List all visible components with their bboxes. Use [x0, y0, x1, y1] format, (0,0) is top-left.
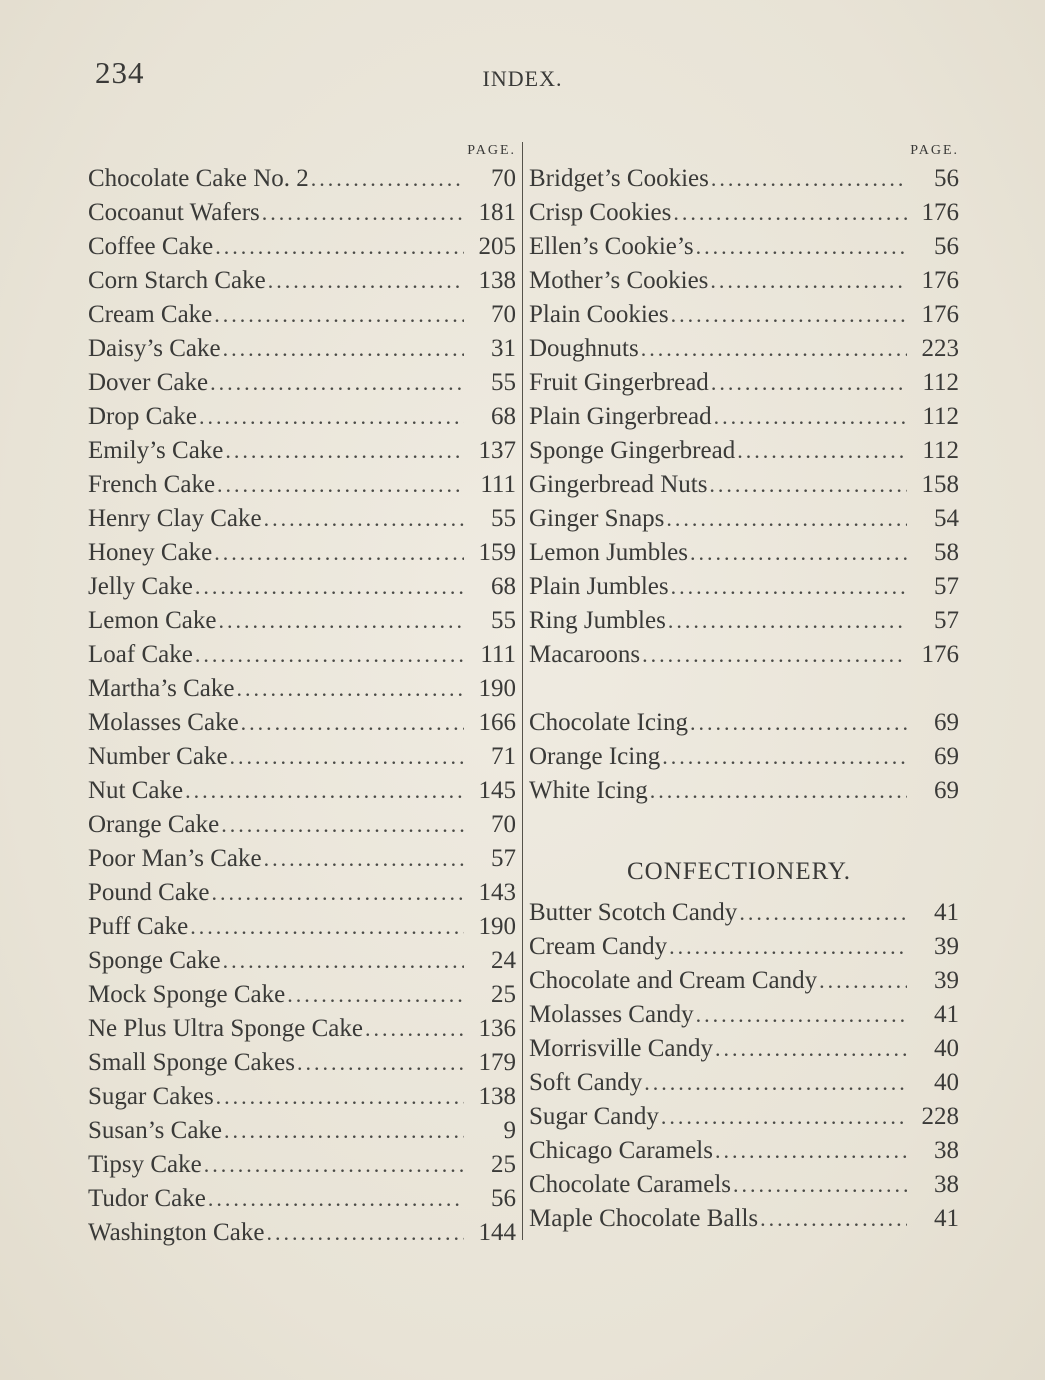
entry-page-number: 158	[921, 471, 959, 498]
leader-dots	[739, 896, 907, 930]
page-number: 234	[95, 55, 145, 90]
entry-page-number: 55	[491, 607, 516, 634]
entry-page-number: 39	[934, 967, 959, 994]
leader-dots	[642, 638, 907, 672]
entry-page-number: 24	[491, 947, 516, 974]
leader-dots	[819, 964, 907, 998]
entry-name: Corn Starch Cake	[88, 267, 266, 294]
leader-dots	[215, 230, 464, 264]
entry-name: Dover Cake	[88, 369, 209, 396]
entry-name: Loaf Cake	[88, 641, 193, 668]
entry-name: Chocolate Cake No. 2	[88, 165, 309, 192]
entry-page-number: 144	[478, 1219, 516, 1246]
leader-dots	[208, 1182, 464, 1216]
entry-page-number: 159	[478, 539, 516, 566]
leader-dots	[185, 774, 464, 808]
entry-page-number: 56	[491, 1185, 516, 1212]
entry-page-number: 112	[922, 369, 959, 396]
entry-page-number: 31	[491, 335, 516, 362]
leader-dots	[225, 434, 464, 468]
index-entry	[529, 1202, 959, 1236]
leader-dots	[690, 706, 907, 740]
index-entry	[88, 570, 516, 604]
leader-dots	[662, 740, 907, 774]
entry-name: Molasses Candy	[529, 1001, 694, 1028]
entry-name: Tudor Cake	[88, 1185, 206, 1212]
entry-page-number: 71	[491, 743, 516, 770]
entry-page-number: 143	[478, 879, 516, 906]
entry-name: Chocolate and Cream Candy	[529, 967, 818, 994]
entry-name: Doughnuts	[529, 335, 639, 362]
leader-dots	[696, 998, 907, 1032]
entry-name: Plain Jumbles	[529, 573, 669, 600]
index-entry	[88, 944, 516, 978]
entry-name: Mock Sponge Cake	[88, 981, 286, 1008]
leader-dots	[715, 1134, 907, 1168]
entry-name: Henry Clay Cake	[88, 505, 262, 532]
leader-dots	[268, 264, 464, 298]
entry-page-number: 57	[934, 573, 959, 600]
leader-dots	[217, 468, 464, 502]
entry-name: Bridget’s Cookies	[529, 165, 709, 192]
entry-page-number: 40	[934, 1069, 959, 1096]
index-entry	[529, 162, 959, 196]
entry-page-number: 136	[478, 1015, 516, 1042]
entry-name: Plain Gingerbread	[529, 403, 712, 430]
entry-page-number: 138	[478, 1083, 516, 1110]
entry-name: Cream Candy	[529, 933, 668, 960]
entry-name: Sponge Gingerbread	[529, 437, 736, 464]
confectionery-entry-list	[529, 896, 959, 1236]
entry-name: Lemon Jumbles	[529, 539, 689, 566]
left-entry-list	[88, 162, 516, 1250]
index-entry	[529, 400, 959, 434]
entry-name: Ellen’s Cookie’s	[529, 233, 694, 260]
entry-name: Number Cake	[88, 743, 228, 770]
leader-dots	[223, 332, 464, 366]
entry-name: Puff Cake	[88, 913, 189, 940]
entry-name: Lemon Cake	[88, 607, 217, 634]
leader-dots	[190, 910, 464, 944]
entry-page-number: 69	[934, 743, 959, 770]
index-entry	[88, 400, 516, 434]
confectionery-heading: CONFECTIONERY.	[627, 858, 851, 885]
entry-page-number: 145	[478, 777, 516, 804]
entry-name: Pound Cake	[88, 879, 210, 906]
index-entry	[88, 1148, 516, 1182]
entry-page-number: 111	[480, 641, 516, 668]
right-column	[529, 140, 959, 1236]
entry-name: Martha’s Cake	[88, 675, 235, 702]
leader-dots	[668, 604, 907, 638]
entry-page-number: 57	[491, 845, 516, 872]
entry-name: White Icing	[529, 777, 648, 804]
entry-name: Ring Jumbles	[529, 607, 666, 634]
entry-name: Ginger Snaps	[529, 505, 665, 532]
entry-page-number: 55	[491, 505, 516, 532]
entry-page-number: 166	[478, 709, 516, 736]
entry-name: Chocolate Caramels	[529, 1171, 732, 1198]
entry-page-number: 38	[934, 1137, 959, 1164]
leader-dots	[641, 332, 907, 366]
leader-dots	[287, 978, 464, 1012]
entry-name: Maple Chocolate Balls	[529, 1205, 759, 1232]
leader-dots	[223, 944, 464, 978]
entry-page-number: 190	[478, 913, 516, 940]
entry-page-number: 137	[478, 437, 516, 464]
entry-name: Washington Cake	[88, 1219, 265, 1246]
index-entry	[529, 502, 959, 536]
leader-dots	[262, 196, 464, 230]
index-entry	[88, 842, 516, 876]
entry-page-number: 38	[934, 1171, 959, 1198]
index-entry	[88, 366, 516, 400]
entry-page-number: 69	[934, 777, 959, 804]
index-entry	[88, 264, 516, 298]
entry-page-number: 70	[491, 811, 516, 838]
page-column-label: PAGE.	[467, 143, 516, 158]
entry-page-number: 228	[921, 1103, 959, 1130]
entry-page-number: 205	[478, 233, 516, 260]
entry-page-number: 39	[934, 933, 959, 960]
column-divider	[522, 142, 523, 1240]
index-entry	[529, 638, 959, 672]
entry-name: Cocoanut Wafers	[88, 199, 260, 226]
entry-page-number: 190	[478, 675, 516, 702]
index-entry	[529, 1032, 959, 1066]
leader-dots	[199, 400, 464, 434]
index-entry	[529, 740, 959, 774]
entry-page-number: 41	[934, 1001, 959, 1028]
leader-dots	[669, 930, 907, 964]
index-entry	[529, 706, 959, 740]
index-entry	[88, 910, 516, 944]
leader-dots	[230, 740, 464, 774]
entry-name: Orange Cake	[88, 811, 220, 838]
index-entry	[88, 1046, 516, 1080]
index-entry	[529, 930, 959, 964]
index-entry	[88, 536, 516, 570]
entry-name: Gingerbread Nuts	[529, 471, 708, 498]
entry-name: Chicago Caramels	[529, 1137, 713, 1164]
entry-name: Macaroons	[529, 641, 641, 668]
index-entry	[88, 332, 516, 366]
entry-name: Chocolate Icing	[529, 709, 688, 736]
entry-name: Ne Plus Ultra Sponge Cake	[88, 1015, 363, 1042]
index-entry	[88, 1012, 516, 1046]
entry-page-number: 138	[478, 267, 516, 294]
entry-page-number: 176	[921, 267, 959, 294]
entry-name: Crisp Cookies	[529, 199, 672, 226]
index-entry	[529, 196, 959, 230]
cookies-entry-list	[529, 162, 959, 672]
entry-name: Sugar Cakes	[88, 1083, 214, 1110]
leader-dots	[218, 604, 464, 638]
index-entry	[88, 740, 516, 774]
entry-name: Fruit Gingerbread	[529, 369, 709, 396]
leader-dots	[696, 230, 907, 264]
entry-name: Daisy’s Cake	[88, 335, 221, 362]
index-entry	[529, 434, 959, 468]
page-column-label: PAGE.	[910, 143, 959, 158]
entry-page-number: 9	[503, 1117, 516, 1144]
entry-name: Soft Candy	[529, 1069, 643, 1096]
entry-name: Tipsy Cake	[88, 1151, 202, 1178]
leader-dots	[711, 162, 907, 196]
entry-name: Butter Scotch Candy	[529, 899, 738, 926]
entry-page-number: 25	[491, 981, 516, 1008]
leader-dots	[236, 672, 464, 706]
index-entry	[88, 1114, 516, 1148]
entry-page-number: 176	[921, 641, 959, 668]
entry-page-number: 68	[491, 573, 516, 600]
index-entry	[88, 706, 516, 740]
index-entry	[88, 876, 516, 910]
leader-dots	[214, 536, 464, 570]
index-entry	[529, 774, 959, 808]
entry-page-number: 111	[480, 471, 516, 498]
leader-dots	[760, 1202, 907, 1236]
leader-dots	[311, 162, 464, 196]
leader-dots	[264, 502, 464, 536]
leader-dots	[671, 298, 907, 332]
entry-page-number: 176	[921, 199, 959, 226]
index-entry	[529, 264, 959, 298]
entry-name: Nut Cake	[88, 777, 184, 804]
leader-dots	[666, 502, 907, 536]
entry-page-number: 41	[934, 899, 959, 926]
entry-page-number: 25	[491, 1151, 516, 1178]
index-entry	[88, 162, 516, 196]
entry-page-number: 176	[921, 301, 959, 328]
leader-dots	[690, 536, 907, 570]
entry-name: Morrisville Candy	[529, 1035, 714, 1062]
leader-dots	[224, 1114, 464, 1148]
index-entry	[529, 298, 959, 332]
index-entry	[529, 332, 959, 366]
index-entry	[88, 1216, 516, 1250]
index-entry	[88, 978, 516, 1012]
entry-page-number: 56	[934, 233, 959, 260]
leader-dots	[711, 366, 907, 400]
index-entry	[529, 570, 959, 604]
leader-dots	[714, 400, 907, 434]
entry-page-number: 41	[934, 1205, 959, 1232]
index-entry	[529, 366, 959, 400]
leader-dots	[709, 468, 907, 502]
entry-name: Drop Cake	[88, 403, 197, 430]
entry-name: Jelly Cake	[88, 573, 193, 600]
entry-page-number: 179	[478, 1049, 516, 1076]
section-gap	[529, 672, 959, 706]
entry-name: French Cake	[88, 471, 216, 498]
index-entry	[88, 196, 516, 230]
entry-page-number: 112	[922, 437, 959, 464]
leader-dots	[715, 1032, 907, 1066]
index-entry	[88, 808, 516, 842]
entry-name: Susan’s Cake	[88, 1117, 223, 1144]
index-entry	[88, 604, 516, 638]
index-entry	[88, 230, 516, 264]
leader-dots	[661, 1100, 907, 1134]
entry-page-number: 55	[491, 369, 516, 396]
entry-name: Sponge Cake	[88, 947, 221, 974]
entry-name: Cream Cake	[88, 301, 213, 328]
leader-dots	[195, 638, 464, 672]
leader-dots	[650, 774, 907, 808]
entry-page-number: 70	[491, 301, 516, 328]
leader-dots	[737, 434, 907, 468]
index-entry	[88, 672, 516, 706]
index-entry	[529, 468, 959, 502]
entry-page-number: 54	[934, 505, 959, 532]
index-entry	[529, 896, 959, 930]
leader-dots	[671, 570, 907, 604]
index-entry	[529, 1066, 959, 1100]
leader-dots	[241, 706, 464, 740]
leader-dots	[204, 1148, 464, 1182]
index-entry	[88, 774, 516, 808]
leader-dots	[264, 842, 464, 876]
entry-name: Honey Cake	[88, 539, 213, 566]
index-entry	[529, 1100, 959, 1134]
entry-name: Orange Icing	[529, 743, 661, 770]
left-column	[88, 140, 516, 1250]
entry-name: Molasses Cake	[88, 709, 239, 736]
index-entry	[88, 502, 516, 536]
entry-name: Plain Cookies	[529, 301, 669, 328]
leader-dots	[644, 1066, 907, 1100]
index-entry	[88, 434, 516, 468]
entry-name: Sugar Candy	[529, 1103, 659, 1130]
index-entry	[88, 638, 516, 672]
index-entry	[529, 230, 959, 264]
leader-dots	[297, 1046, 464, 1080]
leader-dots	[216, 1080, 464, 1114]
index-entry	[529, 1168, 959, 1202]
index-entry	[88, 1182, 516, 1216]
index-entry	[529, 964, 959, 998]
entry-page-number: 223	[921, 335, 959, 362]
leader-dots	[212, 876, 464, 910]
entry-name: Coffee Cake	[88, 233, 214, 260]
entry-page-number: 70	[491, 165, 516, 192]
entry-page-number: 181	[478, 199, 516, 226]
index-entry	[88, 468, 516, 502]
leader-dots	[214, 298, 464, 332]
entry-page-number: 58	[934, 539, 959, 566]
index-entry	[529, 604, 959, 638]
page-title: INDEX.	[482, 66, 563, 91]
index-entry	[88, 1080, 516, 1114]
index-entry	[529, 536, 959, 570]
leader-dots	[221, 808, 464, 842]
entry-page-number: 40	[934, 1035, 959, 1062]
leader-dots	[733, 1168, 907, 1202]
index-entry	[529, 1134, 959, 1168]
index-entry	[88, 298, 516, 332]
entry-name: Small Sponge Cakes	[88, 1049, 295, 1076]
index-entry	[529, 998, 959, 1032]
section-gap	[529, 808, 959, 842]
entry-page-number: 68	[491, 403, 516, 430]
leader-dots	[195, 570, 464, 604]
entry-page-number: 56	[934, 165, 959, 192]
leader-dots	[210, 366, 464, 400]
entry-page-number: 112	[922, 403, 959, 430]
entry-page-number: 57	[934, 607, 959, 634]
icings-entry-list	[529, 706, 959, 808]
leader-dots	[710, 264, 907, 298]
leader-dots	[673, 196, 907, 230]
leader-dots	[266, 1216, 464, 1250]
entry-page-number: 69	[934, 709, 959, 736]
leader-dots	[365, 1012, 464, 1046]
entry-name: Emily’s Cake	[88, 437, 224, 464]
entry-name: Mother’s Cookies	[529, 267, 709, 294]
entry-name: Poor Man’s Cake	[88, 845, 262, 872]
